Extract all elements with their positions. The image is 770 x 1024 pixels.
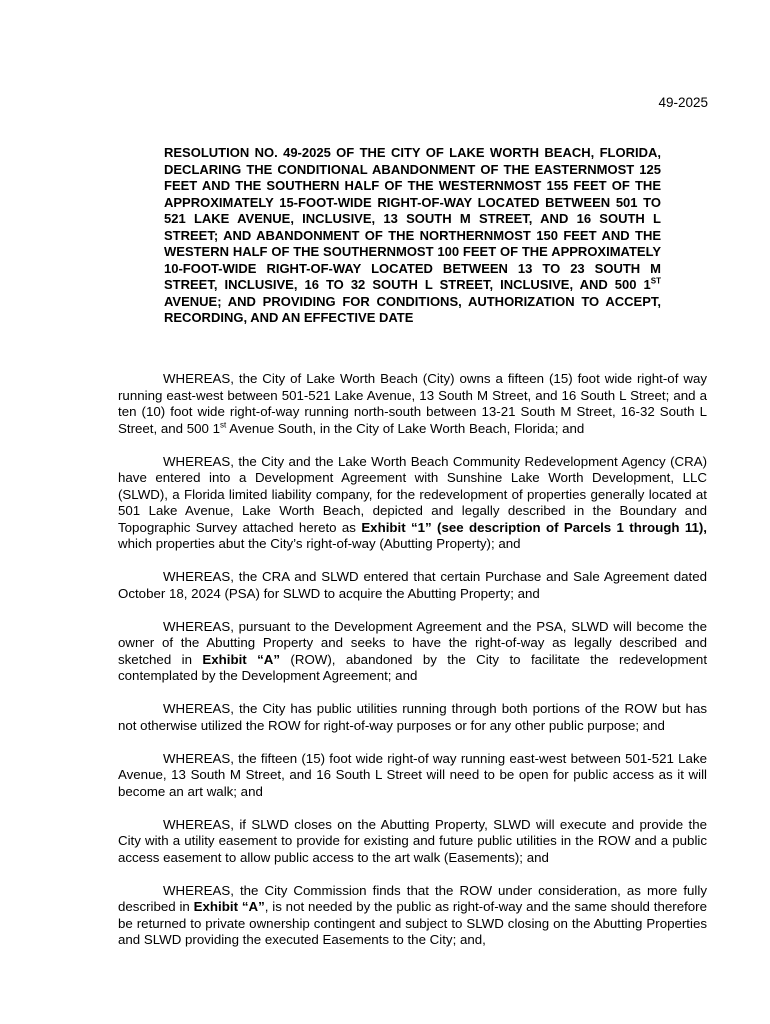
title-text-1: RESOLUTION NO. 49-2025 OF THE CITY OF LAKE WORTH BEACH, FLORIDA, DECLARING THE CONDITIONAL ABANDONMENT OF THE EASTERNMOST 125 FEET AND THE SOUTHERN HALF OF THE WESTERNMOST 155 FEET OF THE APPROXIMATELY 15-FOOT-WIDE RIGHT-OF-WAY LOCATED BETWEEN 501 TO 521 LAKE AVENUE, INCLUSIVE, 13 SOUTH M STREET, AND 16 SOUTH L STREET; AND ABANDONMENT OF THE NORTHERNMOST 150 FEET AND THE WESTERN HALF OF THE SOUTHERNMOST 100 FEET OF THE APPROXIMATELY 10-FOOT-WIDE RIGHT-OF-WAY LOCATED BETWEEN 13 TO 23 SOUTH M STREET, INCLUSIVE, 16 TO 32 SOUTH L STREET, INCLUSIVE, AND 500 1	[164, 145, 661, 292]
whereas-paragraph-5: WHEREAS, the City has public utilities running through both portions of the ROW but has not otherwise utilized the ROW for right-of-way purposes or for any other public purpose; and	[118, 701, 707, 733]
resolution-body	[118, 371, 707, 965]
whereas-paragraph-6: WHEREAS, the fifteen (15) foot wide right-of way running east-west between 501-521 Lake Avenue, 13 South M Street, and 16 South L Street will need to be open for public access as it will become an art walk; and	[118, 750, 707, 799]
resolution-title	[164, 145, 661, 327]
whereas-paragraph-3: WHEREAS, the CRA and SLWD entered that certain Purchase and Sale Agreement dated October 18, 2024 (PSA) for SLWD to acquire the Abutting Property; and	[118, 569, 707, 601]
title-text-2: AVENUE; AND PROVIDING FOR CONDITIONS, AUTHORIZATION TO ACCEPT, RECORDING, AND AN EFFECTIVE DATE	[164, 293, 661, 325]
whereas-paragraph-7: WHEREAS, if SLWD closes on the Abutting Property, SLWD will execute and provide the City with a utility easement to provide for existing and future public utilities in the ROW and a public access easement to allow public access to the art walk (Easements); and	[118, 816, 707, 865]
p8-text-a: WHEREAS, the City Commission finds that the ROW under consideration, as more fully described in	[118, 882, 707, 914]
p4-exhibit-reference: Exhibit “A”	[202, 651, 281, 667]
whereas-paragraph-4	[118, 619, 707, 685]
whereas-paragraph-8	[118, 883, 707, 949]
p4-text-a: WHEREAS, pursuant to the Development Agreement and the PSA, SLWD will become the owner of the Abutting Property and seeks to have the right-of-way as legally described and sketched in	[118, 618, 707, 667]
p4-text-b: (ROW), abandoned by the City to facilitate the redevelopment contemplated by the Development Agreement; and	[118, 651, 708, 683]
p2-text-a: WHEREAS, the City and the Lake Worth Beach Community Redevelopment Agency (CRA) have entered into a Development Agreement with Sunshine Lake Worth Development, LLC (SLWD), a Florida limited liability company, for the redevelopment of properties generally located at 501 Lake Avenue, Lake Worth Beach, depicted and legally described in the Boundary and Topographic Survey attached hereto as	[118, 453, 707, 535]
p8-text-b: , is not needed by the public as right-of-way and the same should therefore be returned to private ownership contingent and subject to SLWD closing on the Abutting Properties and SLWD providing the executed Easements to the City; and,	[118, 899, 707, 947]
p1-superscript: st	[220, 420, 227, 430]
p8-exhibit-reference: Exhibit “A”	[193, 899, 265, 914]
whereas-paragraph-1	[118, 371, 707, 437]
resolution-number: 49-2025	[658, 95, 708, 110]
p1-text-a: WHEREAS, the City of Lake Worth Beach (City) owns a fifteen (15) foot wide right-of way running east-west between 501-521 Lake Avenue, 13 South M Street, and 16 South L Street; and a ten (10) foot wide right-of-way running north-south between 13-21 South M Street, 16-32 South L Street, and 500 1	[118, 371, 707, 436]
p2-text-b: which properties abut the City’s right-of-way (Abutting Property); and	[118, 536, 521, 551]
p2-exhibit-reference: Exhibit “1” (see description of Parcels 1 through 11),	[361, 519, 708, 535]
title-superscript: ST	[650, 276, 661, 286]
p1-text-b: Avenue South, in the City of Lake Worth Beach, Florida; and	[226, 420, 585, 436]
whereas-paragraph-2	[118, 454, 707, 553]
